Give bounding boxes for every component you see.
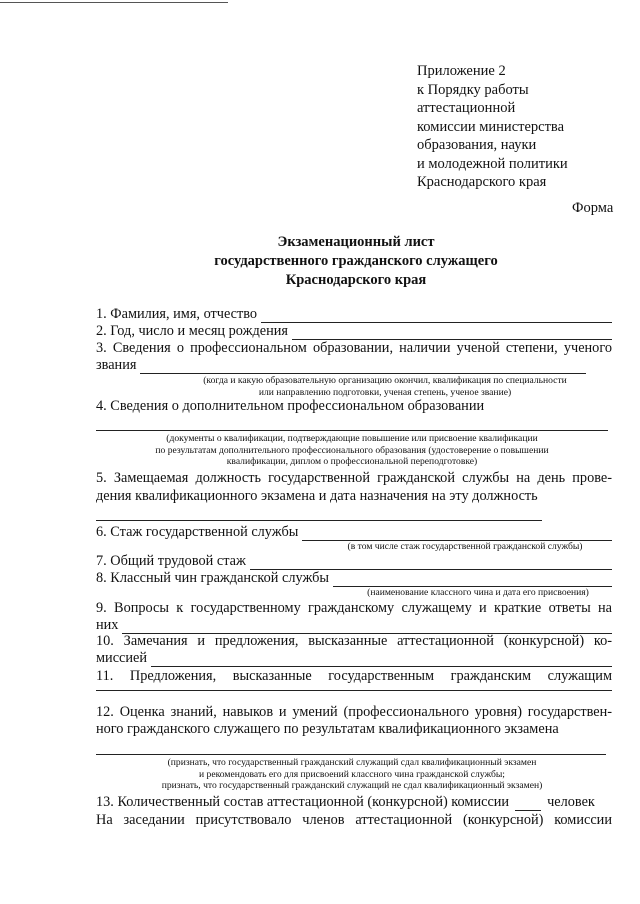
title-line: Краснодарского края: [285, 272, 427, 288]
item-label: 1. Фамилия, имя, отчество: [96, 306, 258, 322]
item-questions-line2: [96, 617, 612, 634]
position-field[interactable]: [96, 520, 542, 521]
item-assessment-line1: 12. Оценка знаний, навыков и умений (профессионального уровня) государствен-: [96, 704, 612, 720]
full-name-field[interactable]: [261, 309, 612, 323]
appendix-line: к Порядку работы: [417, 81, 529, 98]
item-label: звания: [96, 357, 137, 373]
birth-date-field[interactable]: [292, 326, 612, 340]
assessment-field[interactable]: [96, 754, 606, 755]
item-commission-size: [96, 794, 612, 811]
civil-service-tenure-hint: (в том числе стаж государственной гражданской службы): [347, 541, 583, 552]
item-label: 13. Количественный состав аттестационной (конкурсной) комиссии: [96, 794, 510, 810]
item-label: миссией: [96, 650, 148, 666]
education-hint: [150, 375, 620, 398]
hint-line: по результатам дополнительного профессионального образования (удостоверение о повышении: [155, 444, 549, 456]
item-education-line1: 3. Сведения о профессиональном образовании, наличии ученой степени, ученого: [96, 340, 612, 356]
item-remarks-line1: 10. Замечания и предложения, высказанные аттестационной (конкурсной) ко-: [96, 633, 612, 649]
additional-education-hint: [96, 433, 608, 468]
appendix-line: и молодежной политики: [417, 155, 568, 172]
item-proposals-line1: 11. Предложения, высказанные государственным гражданским служащим: [96, 668, 612, 684]
assessment-hint: [96, 757, 608, 792]
item-questions-line1: 9. Вопросы к государственному гражданскому служащему и краткие ответы на: [96, 600, 612, 616]
item-total-work-tenure: [96, 553, 612, 570]
hint-line: квалификации, диплом о профессиональной переподготовке): [226, 456, 478, 467]
item-label: 2. Год, число и месяц рождения: [96, 323, 288, 339]
item-label: них: [96, 617, 119, 633]
title-line: государственного гражданского служащего: [214, 253, 498, 269]
item-commission-present: На заседании присутствовало членов аттестационной (конкурсной) комиссии: [96, 812, 612, 828]
appendix-line: Приложение 2: [417, 63, 506, 79]
hint-line: и рекомендовать его для присвоений классного чина гражданской службы;: [199, 768, 505, 780]
item-label: человек: [547, 794, 595, 810]
item-remarks-line2: [96, 650, 612, 667]
appendix-line: образования, науки: [417, 137, 537, 153]
civil-service-tenure-field[interactable]: [302, 527, 612, 541]
appendix-block: [417, 62, 568, 192]
item-additional-education: 4. Сведения о дополнительном профессиональном образовании: [96, 398, 485, 414]
total-work-tenure-field[interactable]: [250, 556, 612, 570]
item-position-line2: дения квалификационного экзамена и дата назначения на эту должность: [96, 488, 538, 504]
questions-field[interactable]: [122, 620, 612, 634]
item-education-line2: [96, 357, 586, 374]
item-assessment-line2: ного гражданского служащего по результатам квалификационного экзамена: [96, 721, 559, 737]
item-birth-date: [96, 323, 612, 340]
title-line: Экзаменационный лист: [277, 234, 435, 250]
item-civil-service-tenure: [96, 524, 612, 541]
hint-line: признать, что государственный гражданский служащий не сдал квалификационный экзамен): [161, 780, 543, 791]
hint-line: или направлению подготовки, ученая степень, ученое звание): [258, 386, 512, 398]
document-title: [0, 233, 640, 290]
item-position-line1: 5. Замещаемая должность государственной гражданской службы на день прове-: [96, 470, 612, 486]
additional-education-field[interactable]: [96, 430, 608, 431]
item-full-name: [96, 306, 612, 323]
hint-line: (документы о квалификации, подтверждающие повышение или присвоение квалификации: [166, 433, 538, 444]
item-label: 7. Общий трудовой стаж: [96, 553, 246, 569]
appendix-line: Краснодарского края: [417, 174, 547, 190]
class-rank-hint: (наименование классного чина и дата его присвоения): [367, 587, 589, 598]
remarks-field[interactable]: [151, 653, 612, 667]
commission-size-field[interactable]: [515, 797, 541, 811]
class-rank-field[interactable]: [333, 573, 612, 587]
hint-line: (признать, что государственный гражданский служащий сдал квалификационный экзамен: [167, 757, 537, 768]
education-field[interactable]: [140, 360, 586, 374]
proposals-field[interactable]: [96, 690, 612, 691]
hint-line: (когда и какую образовательную организацию окончил, квалификация по специальности: [203, 375, 567, 386]
appendix-line: комиссии министерства: [417, 118, 565, 135]
item-class-rank: [96, 570, 612, 587]
item-label: 6. Стаж государственной службы: [96, 524, 299, 540]
top-edge-line: [0, 2, 228, 3]
form-label: Форма: [572, 200, 614, 216]
appendix-line: аттестационной: [417, 100, 516, 116]
item-label: 8. Классный чин гражданской службы: [96, 570, 330, 586]
